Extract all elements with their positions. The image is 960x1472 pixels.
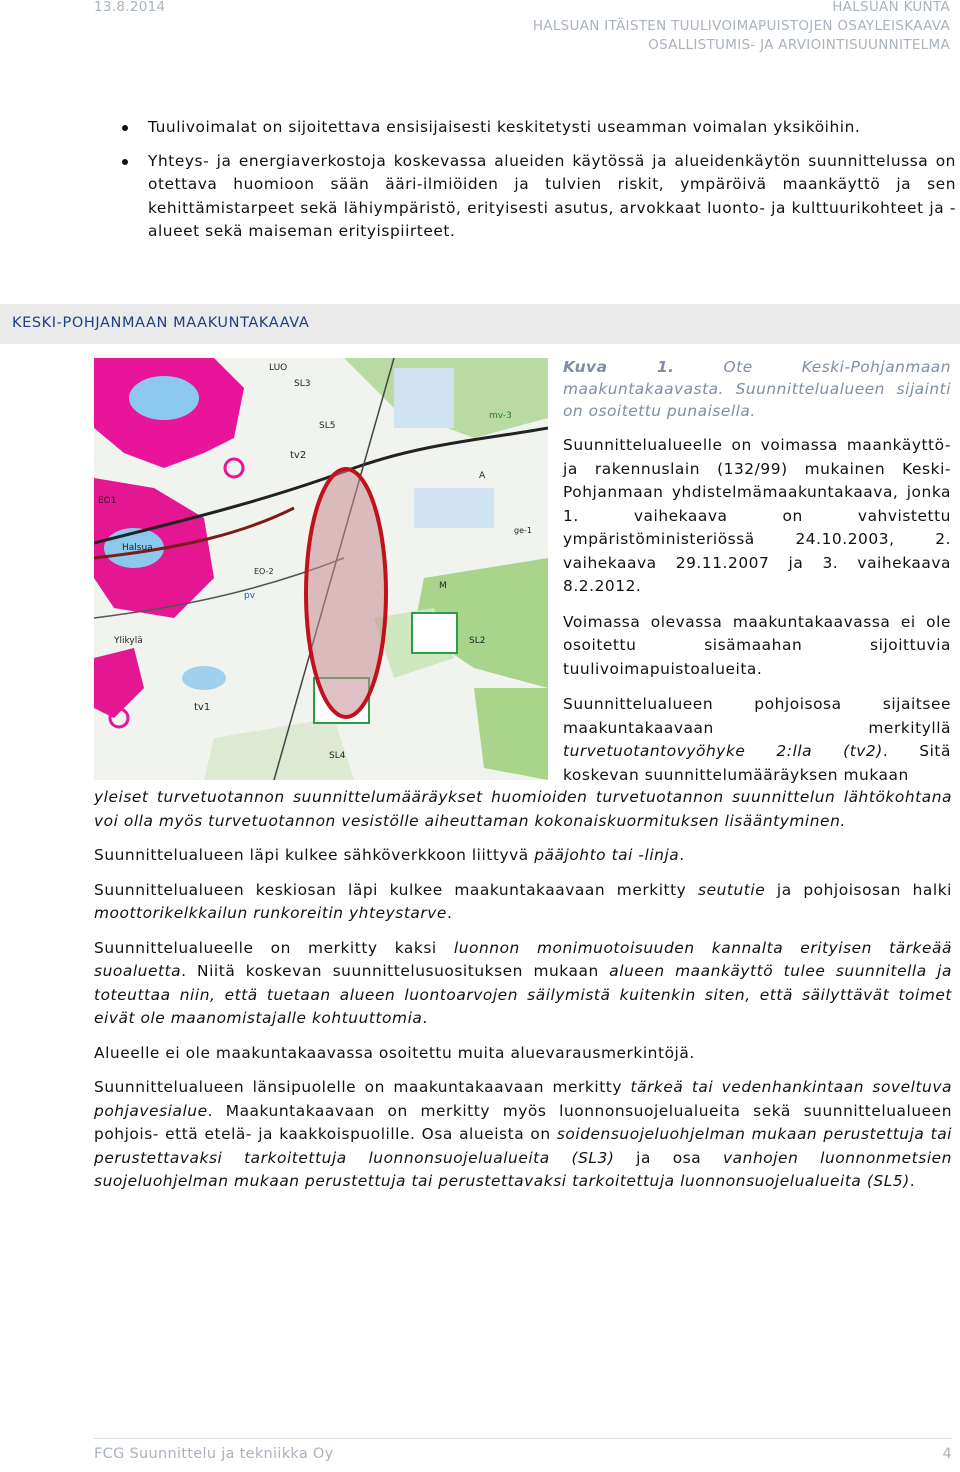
side-column — [563, 356, 951, 787]
text-run: Suunnittelualueelle on merkitty kaksi — [94, 938, 454, 957]
header-block — [533, 0, 950, 55]
text-run: alueen maankäyttö tulee suunnitella ja toteuttaa niin, että tuetaan alueen luontoarvojen säilymistä kuitenkin siten, että säilyttävät toimet eivät ole maanomistajalle kohtuuttomia — [94, 962, 952, 1027]
page-number: 4 — [942, 1446, 952, 1462]
text-run: Suunnittelualueen länsipuolelle on maakuntakaavaan merkitty — [94, 1078, 631, 1096]
map-svg — [94, 358, 548, 780]
paragraph: Suunnittelualueelle on voimassa maankäyttö- ja rakennuslain (132/99) mukainen Keski-Pohjanmaan yhdistelmämaakuntakaava, jonka 1. vaihekaava on vahvistettu ympäristöministeriössä 24.10.2003, 2. vaihekaava 29.11.2007 ja 3. vaihekaava 8.2.2012. — [563, 436, 951, 595]
map-label: EO-2 — [254, 567, 274, 576]
paragraph — [94, 844, 952, 868]
map-label: ge-1 — [514, 526, 532, 535]
paragraph: Alueelle ei ole maakuntakaavassa osoitettu muita aluevarausmerkintöjä. — [94, 1043, 695, 1062]
map-label: EO1 — [98, 496, 117, 506]
map-lake — [129, 376, 199, 420]
map-label: LUO — [269, 363, 288, 373]
paragraph — [94, 879, 952, 926]
map-label: SL3 — [294, 379, 311, 389]
map-area — [412, 613, 457, 653]
map-area — [414, 488, 494, 528]
paragraph — [94, 1076, 952, 1194]
text-run: Suunnittelualueen pohjoisosa sijaitsee maakuntakaavaan merkityllä — [563, 695, 951, 737]
footer-divider — [94, 1438, 952, 1439]
text-run: soidensuojeluohjelman mukaan perustettuja tai perustettavaksi tarkoitettuja luonnonsuojelualueita (SL3) — [94, 1125, 953, 1167]
caption-label: Kuva 1. — [563, 358, 675, 376]
text-run: . Maakuntakaavaan on merkitty myös luonnonsuojelualueita sekä suunnittelualueen pohjois- että etelä- ja kaakkoispuolille. Osa alueista on — [94, 1101, 952, 1143]
text-run: vanhojen luonnonmetsien suojeluohjelman mukaan perustettuja tai perustettavaksi tarkoitettuja luonnonsuojelualueita (SL5) — [94, 1148, 952, 1190]
text-run: moottorikelkkailun runkoreitin yhteystarve — [94, 904, 447, 922]
bullet-list — [104, 116, 956, 254]
footer — [94, 1446, 952, 1462]
text-run: luonnon monimuotoisuuden kannalta erityisen tärkeää suoaluetta — [94, 938, 952, 980]
text-run: turvetuotantovyöhyke 2:lla (tv2) — [563, 742, 883, 760]
bullet-item: Yhteys- ja energiaverkostoja koskevassa alueiden käytössä ja alueidenkäytön suunnittelussa on otettava huomioon sään ääri-ilmiöiden ja tulvien riskit, ympäröivä maankäyttö ja sen kehittämistarpeet sekä lähiympäristö, erityisesti asutus, arvokkaat luonto- ja kulttuurikohteet ja -alueet sekä maiseman erityispiirteet. — [104, 150, 956, 244]
caption-text: Ote Keski-Pohjanmaan maakuntakaavasta. Suunnittelualueen sijainti on osoitettu punaisella. — [563, 358, 951, 420]
text-run: . — [446, 904, 453, 922]
header-title-line1: HALSUAN ITÄISTEN TUULIVOIMAPUISTOJEN OSAYLEISKAAVA — [532, 18, 950, 34]
text-run: ja pohjoisosan halki — [765, 880, 952, 899]
map-label: tv1 — [194, 702, 211, 713]
footer-company: FCG Suunnittelu ja tekniikka Oy — [94, 1446, 334, 1462]
map-figure — [94, 358, 548, 780]
text-run: ja osa — [614, 1148, 724, 1167]
map-label: M — [439, 581, 447, 591]
map-label: A — [479, 471, 486, 481]
text-run: . Niitä koskevan suunnittelusuosituksen mukaan — [181, 962, 610, 980]
project-area-outline — [306, 469, 386, 717]
map-label: SL5 — [319, 421, 336, 431]
text-run: . — [679, 846, 685, 864]
map-label: Ylikylä — [114, 636, 143, 646]
bullet-item: Tuulivoimalat on sijoitettava ensisijaisesti keskitetysti useamman voimalan yksiköihin. — [104, 116, 956, 140]
header-date: 13.8.2014 — [94, 0, 166, 15]
figure-caption — [563, 356, 951, 422]
header-org: HALSUAN KUNTA — [832, 0, 950, 15]
section-title: KESKI-POHJANMAAN MAAKUNTAKAAVA — [12, 315, 310, 331]
text-run: . — [422, 1009, 428, 1027]
map-label: SL4 — [329, 751, 346, 761]
map-label: mv-3 — [489, 411, 512, 421]
text-run: Suunnittelualueen keskiosan läpi kulkee maakuntakaavaan merkitty — [94, 880, 698, 899]
text-run: . — [909, 1172, 916, 1190]
text-run: yleiset turvetuotannon suunnittelumääräykset huomioiden turvetuotannon suunnittelun lähtökohtana voi olla myös turvetuotannon vesistölle aiheuttaman kokonaiskuormituksen lisääntyminen. — [94, 788, 952, 830]
map-label: SL2 — [469, 636, 486, 646]
paragraph — [94, 786, 952, 833]
map-label: pv — [244, 591, 256, 601]
map-label: tv2 — [290, 450, 307, 461]
paragraph — [94, 937, 952, 1031]
text-run: . Sitä koskevan suunnittelumääräyksen mukaan — [563, 742, 951, 784]
map-area — [394, 368, 454, 428]
text-run: pääjohto tai -linja — [534, 846, 680, 864]
paragraph: Voimassa olevassa maakuntakaavassa ei ole osoitettu sisämaahan sijoittuvia tuulivoimapuistoalueita. — [563, 612, 951, 678]
header-title-line2: OSALLISTUMIS- JA ARVIOINTISUUNNITELMA — [648, 37, 950, 53]
section-heading-bar — [0, 304, 960, 344]
text-run: tärkeä tai vedenhankintaan soveltuva pohjavesialue — [94, 1078, 952, 1120]
text-run: Suunnittelualueen läpi kulkee sähköverkkoon liittyvä — [94, 846, 535, 864]
map-lake — [182, 666, 226, 690]
text-run: seututie — [698, 880, 766, 899]
map-label: Halsua — [122, 543, 153, 553]
body-paragraphs — [94, 764, 952, 1205]
